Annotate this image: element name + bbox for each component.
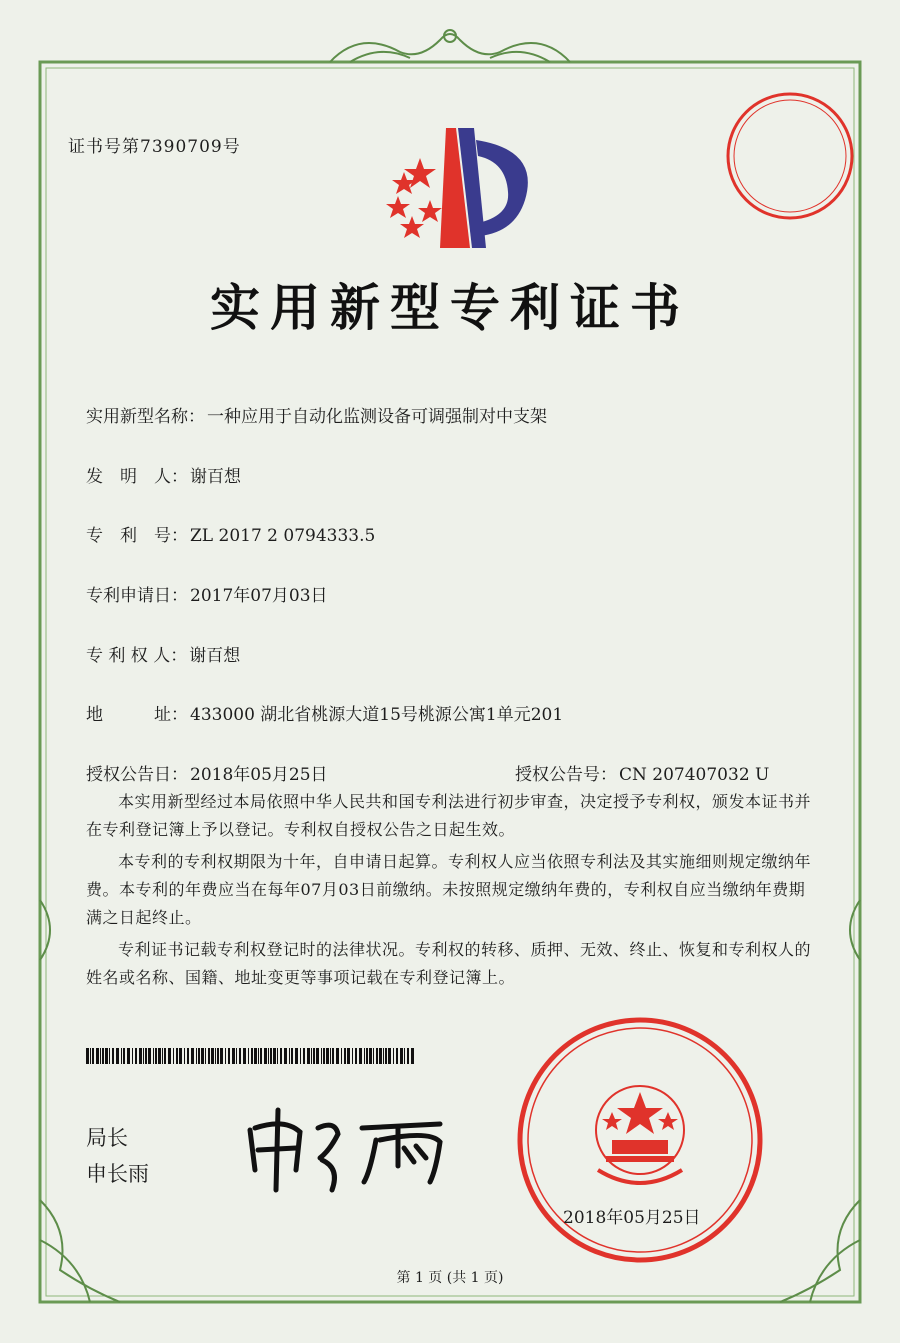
- field-value: ZL 2017 2 0794333.5: [190, 526, 376, 546]
- paragraph-legal-status: 专利证书记载专利权登记时的法律状况。专利权的转移、质押、无效、终止、恢复和专利权人的姓名或名称、国籍、地址变更等事项记载在专利登记簿上。: [86, 940, 812, 987]
- signature-image: [250, 1110, 440, 1190]
- certificate-title: 实用新型专利证书: [210, 278, 690, 337]
- director-name: 申长雨: [86, 1162, 149, 1186]
- top-ornament: [330, 30, 570, 62]
- paragraph-grant: 本实用新型经过本局依照中华人民共和国专利法进行初步审查，决定授予专利权，颁发本证书并在专利登记簿上予以登记。专利权自授权公告之日起生效。: [86, 792, 812, 839]
- field-label: 实用新型名称：: [86, 407, 205, 427]
- field-value: 2018年05月25日: [190, 765, 328, 785]
- field-label: 地 址：: [86, 705, 188, 725]
- field-patent-number: [86, 521, 375, 546]
- field-value: 一种应用于自动化监测设备可调强制对中支架: [207, 407, 547, 427]
- field-address: [86, 700, 563, 725]
- seal-date: 2018年05月25日: [563, 1208, 701, 1228]
- field-label: 授权公告号：: [515, 765, 617, 785]
- field-value: 谢百想: [190, 467, 241, 487]
- field-label: 专 利 权 人：: [86, 646, 188, 666]
- field-label: 授权公告日：: [86, 765, 188, 785]
- field-value: CN 207407032 U: [619, 765, 770, 785]
- patent-office-logo: [386, 128, 528, 248]
- page-number: 第 1 页 (共 1 页): [396, 1270, 504, 1286]
- field-value: 谢百想: [189, 646, 241, 666]
- paragraph-term: 本专利的专利权期限为十年，自申请日起算。专利权人应当依照专利法及其实施细则规定缴纳年费。本专利的年费应当在每年07月03日前缴纳。未按照规定缴纳年费的，专利权自应当缴纳年费期满之日起终止。: [86, 852, 812, 927]
- barcode: [86, 1048, 414, 1064]
- field-label: 专 利 号：: [86, 526, 188, 546]
- field-label: 专利申请日：: [86, 586, 188, 606]
- field-utility-model-name: [86, 402, 547, 427]
- tax-stamp: [728, 94, 852, 218]
- field-label: 发 明 人：: [86, 467, 188, 487]
- field-grant-date: [86, 760, 328, 785]
- director-title: 局长: [86, 1126, 128, 1150]
- field-announcement-number: [515, 760, 769, 785]
- field-application-date: [86, 581, 328, 606]
- field-patentee: [86, 641, 240, 666]
- field-value: 2017年07月03日: [190, 586, 328, 606]
- certificate-number: 证书号第7390709号: [68, 137, 241, 157]
- field-inventor: [86, 462, 241, 487]
- field-value: 433000 湖北省桃源大道15号桃源公寓1单元201: [190, 705, 564, 725]
